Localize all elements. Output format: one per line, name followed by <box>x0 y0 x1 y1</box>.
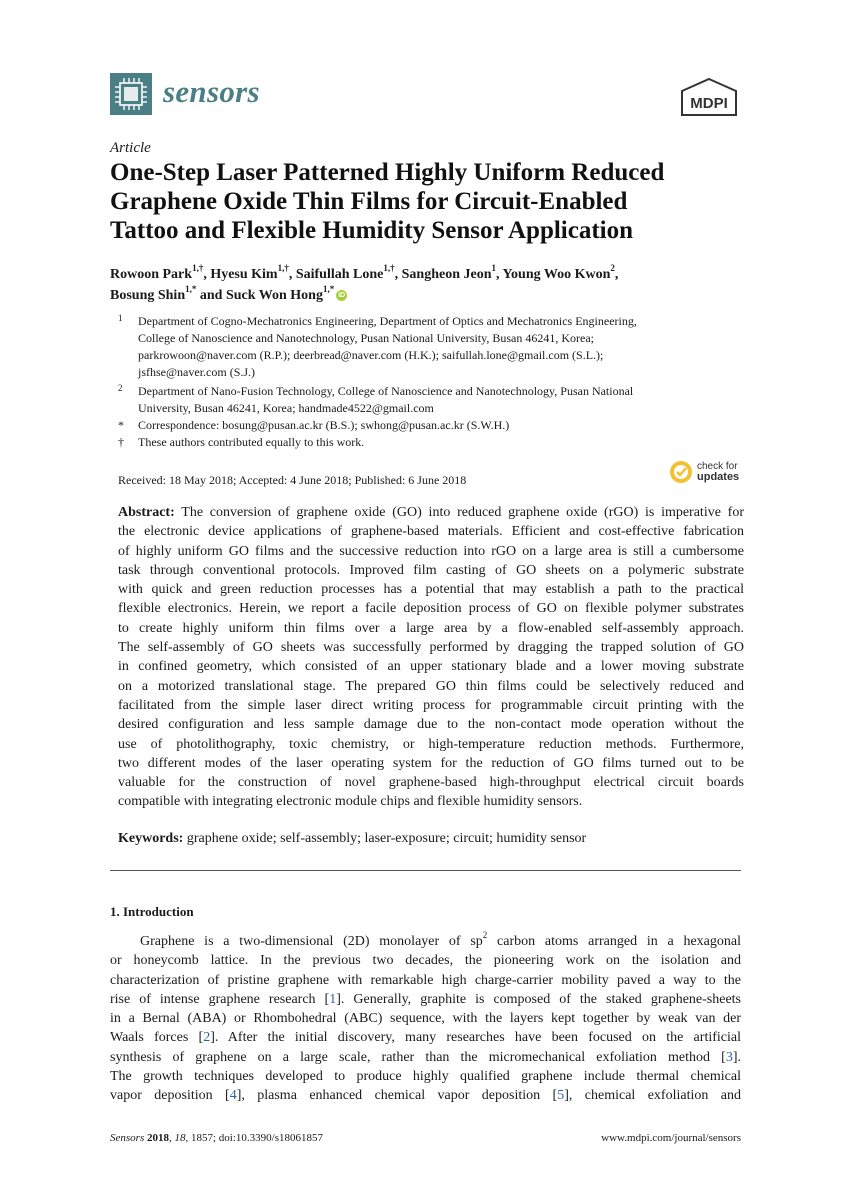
journal-logo-icon <box>110 73 152 115</box>
check-for-updates-badge[interactable] <box>669 460 747 488</box>
abstract-line: to create highly uniform thin films over a large area by a flow-enabled self-assembly approach. <box>118 620 744 636</box>
check-updates-icon <box>669 460 693 484</box>
check-updates-line2: updates <box>697 471 740 483</box>
paper-title <box>110 158 750 245</box>
author-name[interactable]: Suck Won Hong <box>225 288 323 303</box>
abstract-line: desired configuration and less sample damage due to the non-contact mode operation without the <box>118 717 744 733</box>
affiliation-line: These authors contributed equally to this work. <box>138 435 365 449</box>
abstract-line: compatible with integrating electronic module chips and flexible humidity sensors. <box>118 794 583 810</box>
article-type: Article <box>110 140 151 156</box>
section-divider <box>110 870 741 871</box>
author-connector: and <box>199 288 223 303</box>
affiliation-mark: † <box>118 435 124 449</box>
abstract-line: task through conventional protocols. Improved film casting of GO sheets on a polymeric substrate <box>118 562 744 578</box>
correspondence <box>118 417 758 434</box>
author-list: Rowoon Park$^{1,\dagger}$, Hyesu Kim$^{1,\dagger}$, Saifullah Lone$^{1,\dagger}$, Sangheon Jeon$^1$, Young Woo Kwon$^2$, Bosung Shin$^{1,*}$ and Suck Won Hong$^{1,*}$iD <box>110 263 619 303</box>
footer-url[interactable]: www.mdpi.com/journal/sensors <box>601 1132 741 1144</box>
affiliation-mark: * <box>118 418 124 432</box>
title-line: Tattoo and Flexible Humidity Sensor Application <box>110 217 634 244</box>
body-line: vapor deposition [4], plasma enhanced chemical vapor deposition [5], chemical exfoliation and <box>110 1088 741 1104</box>
body-line: in a Bernal (ABA) or Rhombohedral (ABC) sequence, with the layers kept together by weak van der <box>110 1011 741 1027</box>
section-heading: 1. Introduction <box>110 904 194 919</box>
citation-link[interactable]: 2 <box>203 1030 211 1046</box>
title-line: Graphene Oxide Thin Films for Circuit-Enabled <box>110 188 628 215</box>
affiliation-line: parkrowoon@naver.com (R.P.); deerbread@naver.com (H.K.); saifullah.lone@gmail.com (S.L.); <box>138 348 604 362</box>
citation-link[interactable]: 3 <box>725 1049 733 1065</box>
author-name[interactable]: Hyesu Kim <box>210 267 278 282</box>
keywords <box>118 831 586 847</box>
orcid-icon[interactable]: iD <box>338 292 346 299</box>
mdpi-logo-icon <box>678 77 740 117</box>
footer-year: 2018 <box>146 1132 169 1144</box>
affiliation-mark: 1 <box>118 313 123 323</box>
body-line: The growth techniques developed to produce highly qualified graphene include thermal chemical <box>110 1069 741 1085</box>
abstract-line: in confined geometry, which consisted of an upper stationary blade and a lower moving substrate <box>118 659 744 675</box>
affiliation-line: Department of Nano-Fusion Technology, College of Nanoscience and Nanotechnology, Pusan National <box>138 384 634 398</box>
abstract-line: facilitated from the simple laser direct writing process for programmable circuit printing with the <box>118 697 744 713</box>
abstract-line: two different modes of the laser operating system for the reduction of GO films turned out to be <box>118 755 744 771</box>
body-line: synthesis of graphene on a large scale, rather than the micromechanical exfoliation method [3]. <box>110 1049 741 1065</box>
author-name[interactable]: Sangheon Jeon <box>401 267 492 282</box>
abstract-label: Abstract: <box>118 505 175 520</box>
footer-doi[interactable]: , 1857; doi:10.3390/s18061857 <box>185 1132 323 1144</box>
body-line: characterization of pristine graphene with remarkable high charge-carrier mobility paved a way to the <box>110 972 741 988</box>
keywords-text: graphene oxide; self-assembly; laser-exposure; circuit; humidity sensor <box>186 831 587 846</box>
footer-volume: 18 <box>174 1132 186 1144</box>
keywords-label: Keywords: <box>118 831 184 846</box>
abstract-line: with quick and green reduction processes has a potential that may establish a path to the practical <box>118 582 744 598</box>
body-line: rise of intense graphene research [1]. Generally, graphite is composed of the staked graphene-sheets <box>110 991 741 1007</box>
affiliation-2 <box>118 383 758 417</box>
citation-link[interactable]: 5 <box>557 1088 565 1104</box>
abstract-line: of highly uniform GO films and the successive reduction into rGO on a large area is still a cumbersome <box>118 543 744 559</box>
affiliation-line: jsfhse@naver.com (S.J.) <box>138 365 256 379</box>
abstract-line: use of photolithography, toxic chemistry, or high-temperature reduction methods. Furthermore, <box>118 736 744 752</box>
introduction-body <box>110 932 741 1106</box>
body-line: Waals forces [2]. After the initial discovery, many researches have been focused on the artificial <box>110 1030 741 1046</box>
abstract-line: The self-assembly of GO sheets was successfully performed by dragging the trapped solution of GO <box>118 640 744 656</box>
affiliation-mark: 2 <box>118 383 123 393</box>
author-name[interactable]: Saifullah Lone <box>295 267 384 282</box>
citation-link[interactable]: 1 <box>329 991 337 1007</box>
title-line: One-Step Laser Patterned Highly Uniform Reduced <box>110 159 665 186</box>
citation-link[interactable]: 4 <box>229 1088 237 1104</box>
body-line: or honeycomb lattice. In the previous two decades, the pioneering work on the isolation and <box>110 953 741 969</box>
publication-dates: Received: 18 May 2018; Accepted: 4 June 2018; Published: 6 June 2018 <box>118 473 467 487</box>
body-line: Graphene is a two-dimensional (2D) monolayer of $sp^2$ carbon atoms arranged in a hexagonal <box>140 930 741 949</box>
abstract-line: on a motorized translational stage. The prepared GO thin films could be selectively reduced and <box>118 678 744 694</box>
affiliation-line: Department of Cogno-Mechatronics Engineering, Department of Optics and Mechatronics Engineering, <box>138 314 637 328</box>
abstract <box>118 503 744 812</box>
footer-journal: Sensors <box>110 1132 145 1144</box>
footer-citation: Sensors 2018, 18, 1857; doi:10.3390/s18061857 <box>110 1132 323 1144</box>
equal-contribution-note <box>118 434 758 451</box>
affiliation-1 <box>118 313 758 381</box>
affiliation-line: College of Nanoscience and Nanotechnology, Pusan National University, Busan 46241, Korea; <box>138 331 594 345</box>
journal-name: sensors <box>163 74 260 109</box>
abstract-line: flexible electronics. Herein, we report a facile deposition process of GO on flexible polymer substrates <box>118 601 744 617</box>
author-name[interactable]: Bosung Shin <box>110 288 186 303</box>
affiliation-line: University, Busan 46241, Korea; handmade4522@gmail.com <box>138 401 434 415</box>
abstract-line: valuable for the construction of novel graphene-based high-throughput electrical circuit boards <box>118 775 744 791</box>
publisher-name: MDPI <box>690 95 728 112</box>
author-name[interactable]: Young Woo Kwon <box>502 267 611 282</box>
affiliation-line: Correspondence: bosung@pusan.ac.kr (B.S.); swhong@pusan.ac.kr (S.W.H.) <box>138 418 510 432</box>
author-name[interactable]: Rowoon Park <box>110 267 193 282</box>
abstract-line: The conversion of graphene oxide (GO) into reduced graphene oxide (rGO) is imperative for <box>181 505 745 520</box>
check-updates-line1: check for <box>697 461 738 472</box>
abstract-line: the electronic device applications of graphene-based materials. Efficient and cost-effective fabrication <box>118 524 744 540</box>
